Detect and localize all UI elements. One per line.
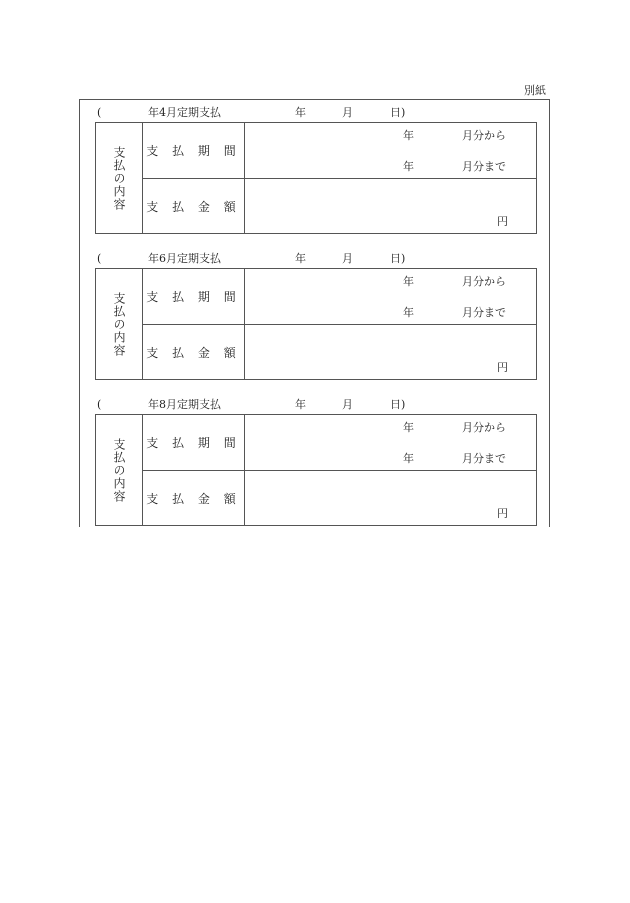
from-year[interactable]: 年 [403,129,414,142]
content-label-cell [96,269,143,379]
section-title: 年8月定期支払 [148,398,221,411]
yen-unit[interactable]: 円 [497,215,508,228]
yen-unit[interactable]: 円 [497,361,508,374]
row-divider [245,178,536,179]
year-label: 年 [295,106,306,119]
content-label-cell [96,415,143,525]
section-header [80,105,551,121]
from-year[interactable]: 年 [403,275,414,288]
period-label: 支 払 期 間 [146,436,241,450]
section-header [80,397,551,413]
paren-open: ( [97,106,102,119]
to-year[interactable]: 年 [403,160,414,173]
row-divider [245,470,536,471]
month-label: 月 [342,106,353,119]
paren-open: ( [97,398,102,411]
to-month[interactable]: 月分まで [462,452,506,465]
to-year[interactable]: 年 [403,306,414,319]
day-label: 日) [390,106,406,119]
period-label: 支 払 期 間 [146,290,241,304]
amount-label: 支 払 金 額 [143,470,244,526]
year-label: 年 [295,252,306,265]
label-column [143,415,245,525]
attachment-label: 別紙 [524,84,546,97]
label-column [143,123,245,233]
payment-box [95,268,537,380]
amount-label: 支 払 金 額 [143,178,244,234]
from-month[interactable]: 月分から [462,275,506,288]
day-label: 日) [390,252,406,265]
section-title: 年4月定期支払 [148,106,221,119]
to-year[interactable]: 年 [403,452,414,465]
period-label: 支 払 期 間 [146,144,241,158]
payment-box [95,414,537,526]
to-month[interactable]: 月分まで [462,160,506,173]
from-year[interactable]: 年 [403,421,414,434]
section-title: 年6月定期支払 [148,252,221,265]
year-label: 年 [295,398,306,411]
amount-label: 支 払 金 額 [143,324,244,380]
payment-box [95,122,537,234]
day-label: 日) [390,398,406,411]
content-label: 支払の内容 [112,145,126,211]
label-column [143,269,245,379]
from-month[interactable]: 月分から [462,129,506,142]
content-label: 支払の内容 [112,291,126,357]
content-label-cell [96,123,143,233]
content-label: 支払の内容 [112,437,126,503]
value-column [245,415,536,525]
month-label: 月 [342,252,353,265]
section-header [80,251,551,267]
value-column [245,123,536,233]
yen-unit[interactable]: 円 [497,507,508,520]
to-month[interactable]: 月分まで [462,306,506,319]
form-frame [79,99,550,527]
row-divider [245,324,536,325]
value-column [245,269,536,379]
month-label: 月 [342,398,353,411]
paren-open: ( [97,252,102,265]
from-month[interactable]: 月分から [462,421,506,434]
